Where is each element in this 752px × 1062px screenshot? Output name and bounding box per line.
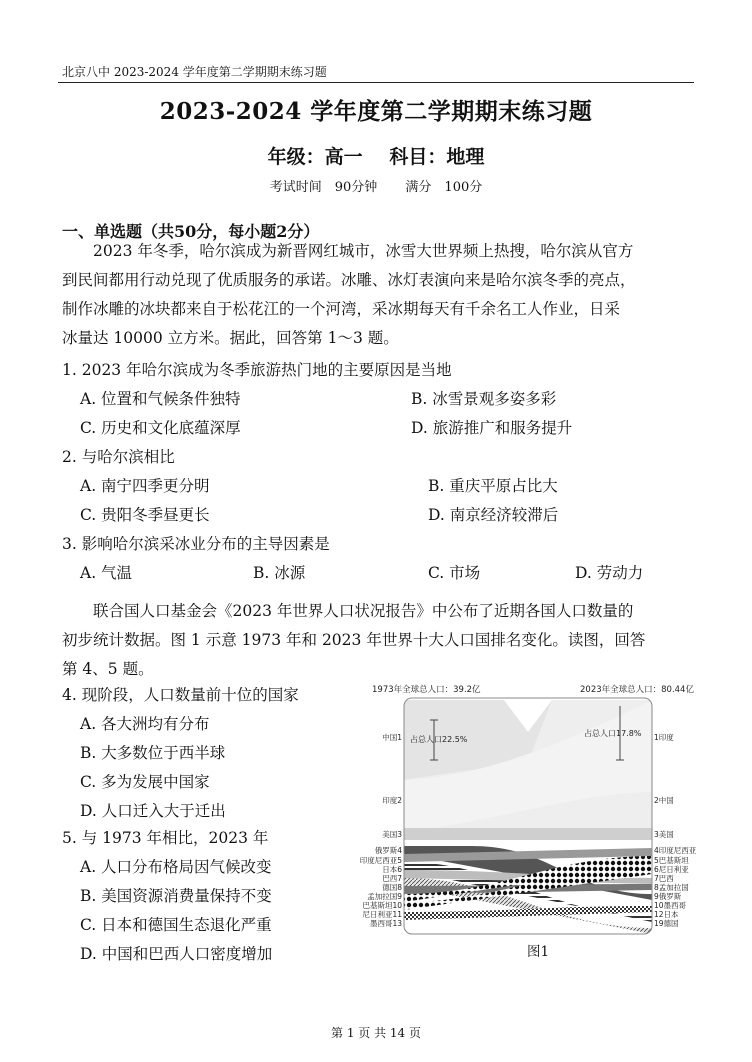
figure-left-title: 1973年全球总人口：39.2亿 (372, 685, 481, 695)
q2-option-d: D. 南京经济较滞后 (428, 506, 559, 524)
left-label-brazil: 巴西7 (382, 874, 402, 883)
q4-option-d: D. 人口迁入大于迁出 (80, 802, 226, 820)
header-divider (58, 82, 694, 83)
q2-option-c: C. 贵阳冬季昼更长 (80, 506, 210, 524)
left-label-pakistan: 巴基斯坦10 (362, 901, 402, 910)
left-label-nigeria: 尼日利亚11 (362, 910, 402, 919)
passage-1-line: 冰量达 10000 立方米。据此，回答第 1～3 题。 (62, 329, 399, 347)
grade-subject (0, 142, 752, 169)
subject-label: 科目：地理 (389, 146, 485, 168)
passage-1-line: 到民间都用行动兑现了优质服务的承诺。冰雕、冰灯表演向来是哈尔滨冬季的亮点， (62, 271, 636, 289)
figure-right-title: 2023年全球总人口：80.44亿 (580, 685, 694, 695)
passage-2 (62, 597, 694, 684)
right-label-mexico: 10墨西哥 (654, 901, 687, 910)
exam-time: 考试时间 90分钟 (269, 180, 378, 195)
q1-option-c: C. 历史和文化底蕴深厚 (80, 419, 241, 437)
right-share-label: 占总人口17.8% (584, 729, 642, 738)
header-school: 北京八中 2023-2024 学年度第二学期期末练习题 (62, 65, 327, 79)
right-label-pakistan: 5巴基斯坦 (654, 856, 689, 865)
left-label-usa: 美国3 (382, 830, 402, 839)
q1-option-a: A. 位置和气候条件独特 (80, 390, 241, 408)
left-label-bangladesh: 孟加拉国9 (367, 892, 402, 901)
q4-option-b: B. 大多数位于西半球 (80, 744, 226, 762)
q2-option-b: B. 重庆平原占比大 (428, 477, 558, 495)
figure-1-population-ranking (352, 680, 724, 938)
band-usa (404, 828, 652, 840)
q3-option-c: C. 市场 (428, 564, 481, 582)
left-label-india: 印度2 (382, 796, 402, 805)
question-3-stem: 3. 影响哈尔滨采冰业分布的主导因素是 (62, 535, 330, 553)
left-label-indonesia: 印度尼西亚5 (359, 856, 402, 865)
page-title: 2023-2024 学年度第二学期期末练习题 (159, 98, 593, 125)
passage-1-line: 2023 年冬季，哈尔滨成为新晋网红城市，冰雪大世界频上热搜，哈尔滨从官方 (93, 242, 634, 260)
q5-option-a: A. 人口分布格局因气候改变 (80, 858, 272, 876)
right-label-brazil: 7巴西 (654, 874, 674, 883)
q5-option-d: D. 中国和巴西人口密度增加 (80, 945, 273, 963)
right-label-indonesia: 4印度尼西亚 (654, 846, 697, 855)
q2-option-a: A. 南宁四季更分明 (80, 477, 210, 495)
right-label-japan: 12日本 (654, 910, 679, 919)
passage-2-line: 初步统计数据。图 1 示意 1973 年和 2023 年世界十大人口国排名变化。读图，回答 (62, 631, 646, 649)
right-label-india: 1印度 (654, 733, 674, 742)
question-1-stem: 1. 2023 年哈尔滨成为冬季旅游热门地的主要原因是当地 (62, 361, 452, 379)
right-label-china: 2中国 (654, 796, 674, 805)
q5-option-c: C. 日本和德国生态退化严重 (80, 916, 272, 934)
right-label-russia: 9俄罗斯 (654, 892, 682, 901)
left-label-russia: 俄罗斯4 (374, 846, 402, 855)
left-share-label: 占总人口22.5% (410, 735, 468, 744)
q5-option-b: B. 美国资源消费量保持不变 (80, 887, 272, 905)
passage-1-line: 制作冰雕的冰块都来自于松花江的一个河湾，采冰期每天有千余名工人作业，日采 (62, 300, 621, 318)
passage-1 (62, 237, 694, 353)
figure-caption: 图1 (527, 944, 550, 960)
grade-label: 年级：高一 (267, 146, 363, 168)
q3-option-d: D. 劳动力 (575, 564, 644, 582)
q4-option-c: C. 多为发展中国家 (80, 773, 210, 791)
right-label-bangladesh: 8孟加拉国 (654, 883, 689, 892)
left-label-china: 中国1 (382, 733, 402, 742)
q4-option-a: A. 各大洲均有分布 (80, 715, 210, 733)
passage-2-line: 第 4、5 题。 (62, 660, 154, 678)
q1-option-d: D. 旅游推广和服务提升 (411, 419, 573, 437)
left-label-japan: 日本6 (382, 865, 402, 874)
right-label-nigeria: 6尼日利亚 (654, 865, 689, 874)
right-label-germany: 19德国 (654, 919, 679, 928)
q1-option-b: B. 冰雪景观多姿多彩 (411, 390, 557, 408)
question-5-stem: 5. 与 1973 年相比，2023 年 (62, 829, 269, 847)
left-label-germany: 德国8 (382, 883, 402, 892)
exam-info (0, 176, 752, 195)
section-heading: 一、单选题（共50分，每小题2分） (62, 222, 320, 241)
right-label-usa: 3美国 (654, 830, 674, 839)
passage-2-line: 联合国人口基金会《2023 年世界人口状况报告》中公布了近期各国人口数量的 (93, 602, 634, 620)
exam-score: 满分 100分 (405, 180, 483, 195)
page-footer: 第 1 页 共 14 页 (331, 1026, 421, 1040)
question-2-stem: 2. 与哈尔滨相比 (62, 448, 175, 466)
q3-option-a: A. 气温 (80, 564, 133, 582)
left-label-mexico: 墨西哥13 (369, 919, 402, 928)
question-4-stem: 4. 现阶段，人口数量前十位的国家 (62, 686, 299, 704)
q3-option-b: B. 冰源 (253, 564, 306, 582)
